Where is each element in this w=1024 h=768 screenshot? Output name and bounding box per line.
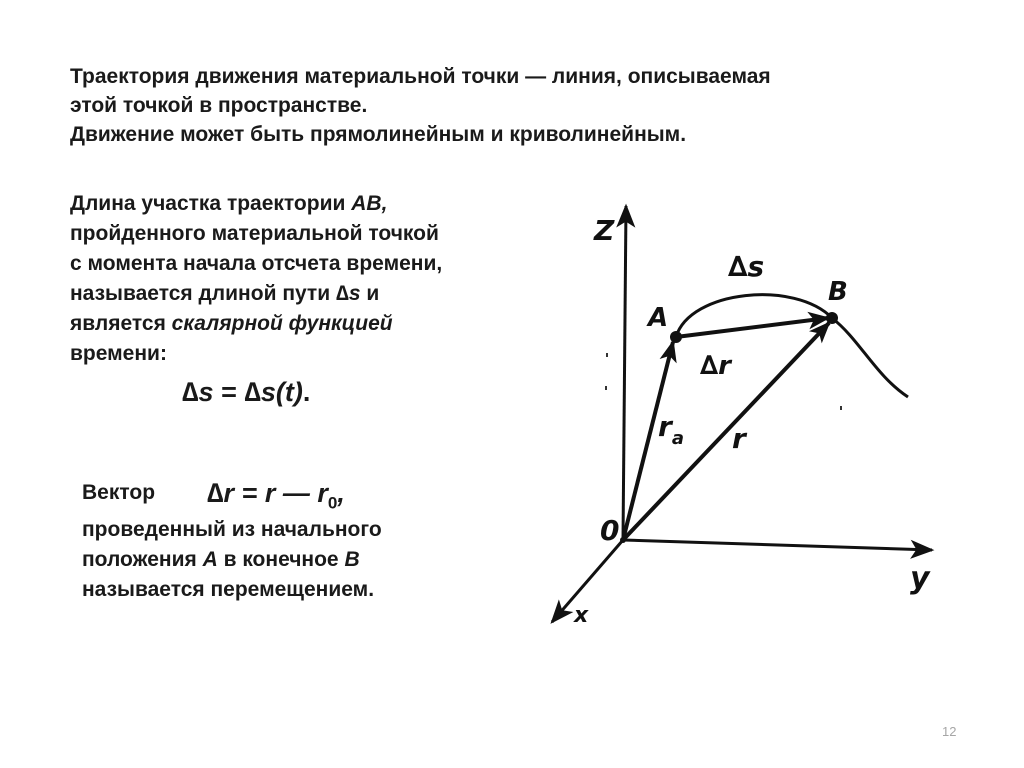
- text-span: называется длиной пути: [70, 282, 336, 305]
- point-label: В: [344, 548, 360, 572]
- path-formula: [182, 377, 310, 408]
- formula-subscript: 0: [327, 493, 338, 513]
- radius-a-label: [658, 410, 684, 449]
- definition-line: пройденного материальной точкой: [70, 222, 439, 245]
- scan-speck: [606, 353, 608, 357]
- formula-term: s: [198, 377, 214, 407]
- intro-text: [70, 62, 950, 149]
- trajectory-curve: [676, 295, 908, 397]
- text-span: положения: [82, 548, 203, 572]
- page-number: 12: [942, 724, 957, 739]
- displacement-formula: [207, 478, 345, 513]
- origin-point: [620, 537, 626, 543]
- displacement-vector: [676, 318, 828, 337]
- z-axis-label: Z: [594, 214, 615, 247]
- vector-label: Вектор: [82, 481, 156, 504]
- text-span: и: [360, 282, 380, 305]
- x-axis-label: x: [574, 603, 589, 628]
- definition-line: [82, 475, 522, 515]
- definition-line: [70, 279, 550, 309]
- point-label: А: [202, 548, 218, 572]
- y-axis-label: y: [910, 561, 930, 596]
- radius-a-subscript: a: [671, 428, 684, 449]
- path-symbol: s: [348, 282, 361, 305]
- z-axis: [623, 206, 626, 540]
- intro-line: Траектория движения материальной точки — линия, описываемая: [70, 65, 771, 88]
- radius-a-symbol: r: [658, 410, 672, 443]
- path-length-definition: [70, 189, 550, 369]
- path-length-label: ∆s: [728, 250, 765, 283]
- point-b-label: B: [828, 277, 848, 307]
- radius-b-label: r: [732, 422, 746, 455]
- displacement-definition: [82, 475, 522, 605]
- delta-symbol: ∆: [182, 377, 199, 407]
- definition-line: времени:: [70, 342, 167, 365]
- definition-line: называется перемещением.: [82, 578, 375, 602]
- formula-term: ∆r = r — r: [207, 478, 328, 508]
- text-span: является: [70, 312, 172, 335]
- scan-speck: [840, 406, 842, 410]
- trajectory-diagram: [530, 190, 970, 640]
- segment-label: АВ,: [351, 192, 388, 215]
- definition-line: [70, 309, 550, 339]
- definition-line: [70, 189, 550, 219]
- point-a: [670, 331, 682, 343]
- formula-comma: ,: [337, 478, 345, 508]
- y-axis: [623, 540, 932, 550]
- intro-line: Движение может быть прямолинейным и криволинейным.: [70, 123, 687, 146]
- text-span: в конечное: [217, 548, 345, 572]
- intro-line: этой точкой в пространстве.: [70, 94, 368, 117]
- definition-line: с момента начала отсчета времени,: [70, 252, 443, 275]
- delta-symbol: ∆: [244, 377, 261, 407]
- text-span: Длина участка траектории: [70, 192, 352, 215]
- definition-line: [82, 545, 522, 575]
- displacement-label: ∆r: [700, 351, 731, 381]
- formula-period: .: [302, 377, 311, 407]
- formula-term: s(t): [260, 377, 303, 407]
- origin-label: 0: [600, 514, 620, 547]
- scan-speck: [605, 386, 607, 390]
- point-a-label: A: [648, 303, 669, 333]
- emphasis-text: скалярной функцией: [171, 312, 393, 335]
- equals-sign: =: [213, 377, 245, 407]
- delta-symbol: ∆: [335, 282, 349, 305]
- point-b: [826, 312, 838, 324]
- definition-line: проведенный из начального: [82, 518, 382, 542]
